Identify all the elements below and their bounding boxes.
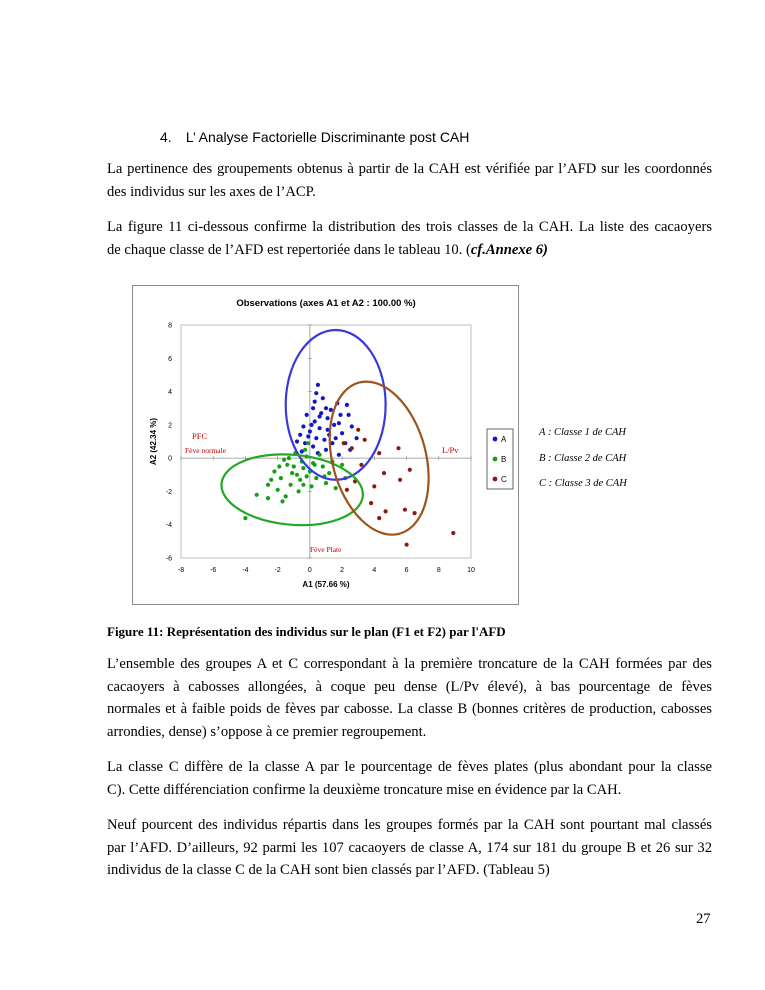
data-point-a <box>322 438 326 442</box>
x-tick-label: -8 <box>177 567 185 574</box>
text-line: C). Cette différenciation confirme la deuxième troncature mise en évidence par la CAH. <box>107 781 622 798</box>
data-point-b <box>324 481 328 485</box>
text-line: arrondies, dense) s’oppose à ce premier regroupement. <box>107 723 427 740</box>
figure-caption: Figure 11: Représentation des individus sur le plan (F1 et F2) par l'AFD <box>107 624 506 639</box>
x-axis-label: A1 (57.66 %) <box>302 580 350 589</box>
data-point-a <box>340 431 344 435</box>
data-point-a <box>311 444 315 448</box>
data-point-c <box>356 428 360 432</box>
y-tick-label: 4 <box>168 389 172 397</box>
data-point-c <box>359 463 363 467</box>
legend-box <box>487 429 513 489</box>
text-line: cacaoyers à cabosses allongées, à coque peu dense (L/Pv élevé), à bas pourcentage de fèves <box>107 678 712 695</box>
text-line: L’ensemble des groupes A et C correspondant à la première troncature de la CAH formées par des <box>107 656 712 672</box>
data-point-b <box>284 494 288 498</box>
data-point-c <box>451 531 455 535</box>
data-point-b <box>243 516 247 520</box>
data-point-a <box>337 421 341 425</box>
data-point-c <box>408 468 412 472</box>
data-point-b <box>303 448 307 452</box>
data-point-b <box>314 476 318 480</box>
data-point-b <box>266 483 270 487</box>
text-line: La classe C diffère de la classe A par le pourcentage de fèves plates (plus abondant pour la classe <box>107 759 712 775</box>
legend-marker-b <box>493 457 498 462</box>
data-point-b <box>313 463 317 467</box>
data-point-c <box>363 438 367 442</box>
data-point-b <box>272 469 276 473</box>
class-legend-a: A : Classe 1 de CAH <box>539 427 627 438</box>
data-point-b <box>306 441 310 445</box>
data-point-a <box>345 403 349 407</box>
data-point-a <box>330 441 334 445</box>
data-point-b <box>276 488 280 492</box>
x-tick-label: 10 <box>467 567 475 574</box>
data-point-a <box>306 434 310 438</box>
legend-label-c: C <box>501 475 507 484</box>
scatter-chart <box>133 286 520 606</box>
figure-11-frame <box>132 285 519 605</box>
data-point-a <box>318 414 322 418</box>
data-point-a <box>314 436 318 440</box>
data-point-a <box>338 413 342 417</box>
data-point-c <box>396 446 400 450</box>
data-point-c <box>377 451 381 455</box>
annotation-lpv: L/Pv <box>442 445 459 455</box>
data-point-b <box>266 496 270 500</box>
section-number: 4. <box>160 129 172 145</box>
text-line: par l’AFD. D’ailleurs, 92 parmi les 107 cacaoyers de classe A, 174 sur 181 du groupe B et 26 sur 32 <box>107 839 712 856</box>
text-line: La figure 11 ci-dessous confirme la distribution des trois classes de la CAH. La liste des cacaoyers <box>107 219 712 235</box>
data-point-a <box>324 406 328 410</box>
class-legend-b: B : Classe 2 de CAH <box>539 453 627 464</box>
data-point-b <box>269 478 273 482</box>
section-title: L’ Analyse Factorielle Discriminante post CAH <box>185 129 470 145</box>
data-point-b <box>318 453 322 457</box>
data-point-b <box>280 499 284 503</box>
legend-marker-a <box>493 437 498 442</box>
data-point-b <box>282 458 286 462</box>
data-point-a <box>324 448 328 452</box>
paragraph-class-c <box>107 756 712 801</box>
data-point-c <box>345 488 349 492</box>
data-point-a <box>314 391 318 395</box>
data-point-b <box>292 464 296 468</box>
data-point-b <box>290 471 294 475</box>
y-axis-label: A2 (42.34 %) <box>149 417 158 466</box>
data-point-a <box>350 424 354 428</box>
text-line: des individus sur les axes de l’ACP. <box>107 183 316 200</box>
y-tick-label: -2 <box>165 488 172 496</box>
y-tick-label: -4 <box>165 522 172 530</box>
data-point-b <box>279 476 283 480</box>
paragraph-misclassified <box>107 814 712 882</box>
data-point-a <box>295 439 299 443</box>
page-number: 27 <box>696 911 711 927</box>
data-point-a <box>347 413 351 417</box>
legend-label-a: A <box>501 435 507 444</box>
data-point-c <box>342 441 346 445</box>
y-tick-label: -6 <box>165 555 172 563</box>
data-point-b <box>255 493 259 497</box>
data-point-a <box>298 433 302 437</box>
data-point-a <box>337 453 341 457</box>
x-tick-label: -4 <box>242 567 249 574</box>
ellipse-b <box>219 449 366 531</box>
data-point-c <box>403 508 407 512</box>
x-tick-label: 0 <box>307 567 312 574</box>
data-point-b <box>309 484 313 488</box>
data-point-a <box>301 424 305 428</box>
paragraph-groups-ac <box>107 653 712 743</box>
data-point-a <box>318 426 322 430</box>
data-point-b <box>321 464 325 468</box>
text-line: La pertinence des groupements obtenus à partir de la CAH est vérifiée par l’AFD sur les coordonnés <box>107 161 712 177</box>
data-point-c <box>377 516 381 520</box>
data-point-a <box>355 436 359 440</box>
data-point-a <box>308 429 312 433</box>
data-point-c <box>384 509 388 513</box>
data-point-c <box>350 446 354 450</box>
x-tick-label: 4 <box>372 567 377 574</box>
data-point-b <box>327 471 331 475</box>
y-tick-label: 6 <box>168 355 172 363</box>
y-tick-label: 0 <box>168 455 172 463</box>
data-point-b <box>305 474 309 478</box>
data-point-b <box>334 486 338 490</box>
data-point-c <box>405 543 409 547</box>
data-point-b <box>287 456 291 460</box>
class-legend-c: C : Classe 3 de CAH <box>539 478 627 489</box>
data-point-b <box>285 463 289 467</box>
data-point-b <box>277 464 281 468</box>
y-tick-label: 2 <box>168 422 172 430</box>
annotation-feve-plate: Fève Plate <box>310 545 342 554</box>
x-tick-label: 8 <box>436 567 441 574</box>
data-point-c <box>398 478 402 482</box>
data-point-b <box>301 466 305 470</box>
chart-title: Observations (axes A1 et A2 : 100.00 %) <box>236 298 416 309</box>
x-tick-label: -2 <box>274 567 281 574</box>
text-line: Neuf pourcent des individus répartis dans les groupes formés par la CAH sont pourtant mal classés <box>107 817 712 833</box>
data-point-a <box>332 423 336 427</box>
data-point-c <box>382 471 386 475</box>
data-point-a <box>316 383 320 387</box>
data-point-a <box>321 396 325 400</box>
data-point-a <box>311 406 315 410</box>
paragraph-intro <box>107 158 712 203</box>
data-point-b <box>297 489 301 493</box>
legend-label-b: B <box>501 455 507 464</box>
y-tick-label: 8 <box>168 322 172 330</box>
text-line <box>107 239 712 262</box>
paragraph-figure-reference <box>107 216 712 261</box>
data-point-b <box>301 483 305 487</box>
text-line: individus de la classe C de la CAH sont bien classés par l’AFD. (Tableau 5) <box>107 862 550 878</box>
annex-reference: cf.Annexe 6) <box>470 241 548 258</box>
data-point-a <box>334 436 338 440</box>
data-point-c <box>413 511 417 515</box>
data-point-a <box>309 423 313 427</box>
data-point-b <box>295 473 299 477</box>
section-heading <box>160 129 469 145</box>
data-point-b <box>289 483 293 487</box>
text-fragment: de chaque classe de l’AFD est repertoriée dans le tableau 10. ( <box>107 241 471 258</box>
data-point-a <box>313 419 317 423</box>
x-tick-label: 2 <box>340 567 345 574</box>
x-tick-label: 6 <box>404 567 409 574</box>
annotation-pfc: PFC <box>192 431 208 441</box>
data-point-c <box>372 484 376 488</box>
data-point-a <box>329 408 333 412</box>
text-line: normales et à faible poids de fèves par cabosse. La classe B (bonnes critères de production, cabosses <box>107 701 712 717</box>
x-tick-label: -6 <box>210 567 217 574</box>
annotation-feve-normale: Fève normale <box>185 446 227 455</box>
data-point-a <box>326 416 330 420</box>
data-point-c <box>369 501 373 505</box>
data-point-b <box>298 478 302 482</box>
data-point-a <box>305 413 309 417</box>
legend-marker-c <box>493 477 498 482</box>
data-point-a <box>313 400 317 404</box>
